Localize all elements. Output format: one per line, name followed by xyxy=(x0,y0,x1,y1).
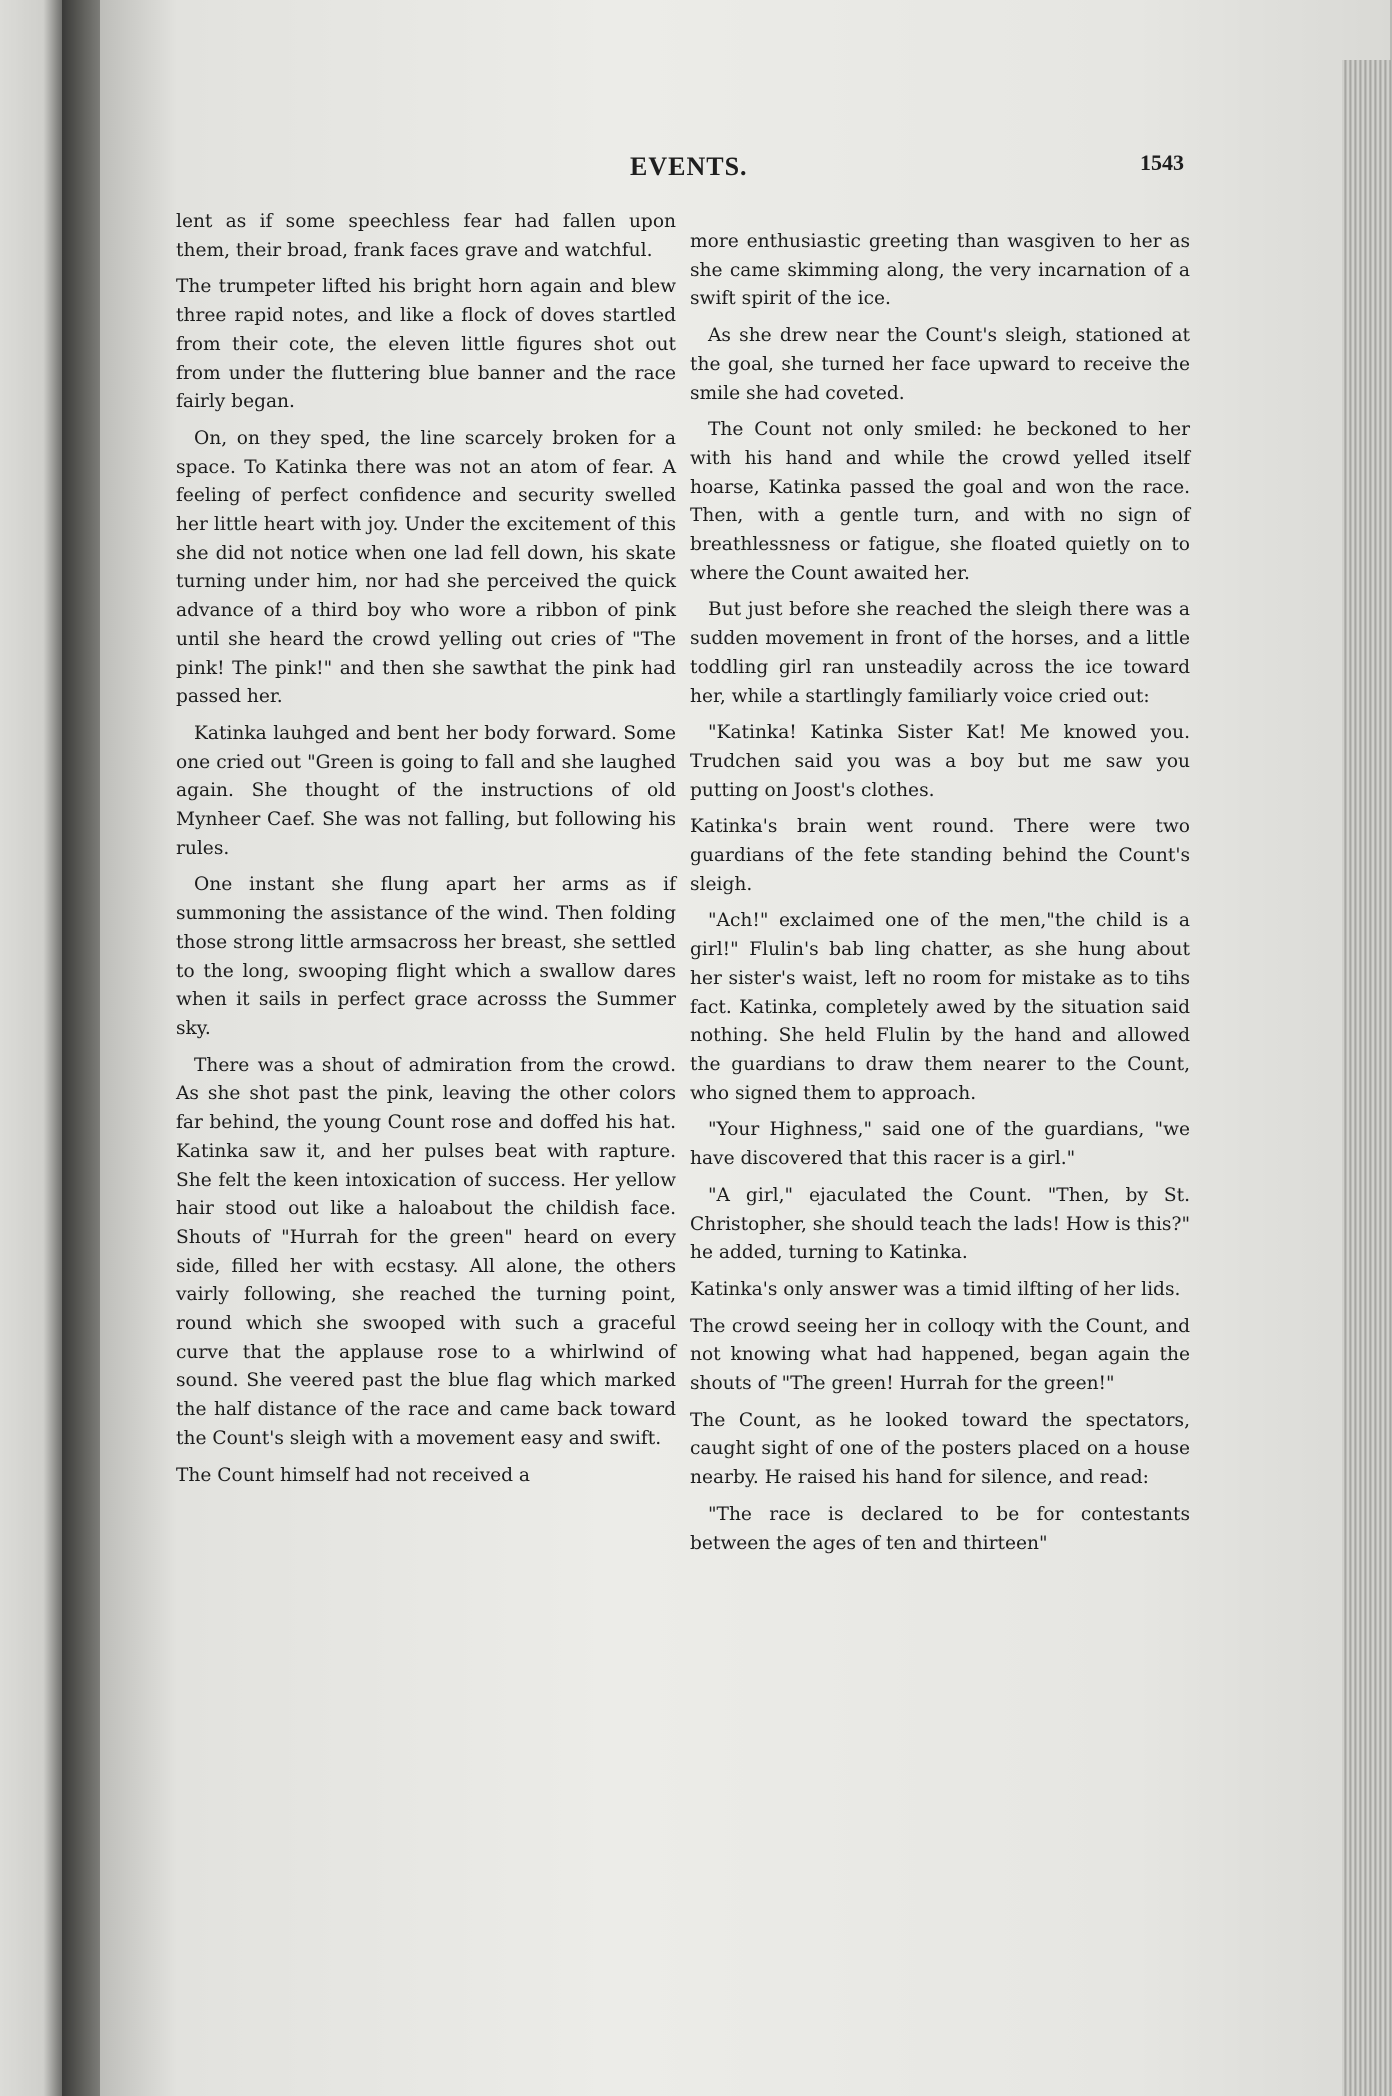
paragraph: As she drew near the Count's sleigh, stationed at the goal, she turned her face upward to receive the smile she had coveted. xyxy=(690,325,1190,404)
right-column xyxy=(690,228,1190,1566)
previous-page-edge xyxy=(0,0,62,2096)
paragraph: The Count himself had not received a xyxy=(176,1464,530,1486)
page-header xyxy=(0,148,1392,188)
paragraph: more enthusiastic greeting than wasgiven to her as she came skimming along, the very incarnation of a swift spirit of the ice. xyxy=(690,231,1190,310)
paragraph: The crowd seeing her in colloqy with the Count, and not knowing what had happened, began again the shouts of "The green! Hurrah for the green!" xyxy=(690,1315,1190,1395)
paragraph: The trumpeter lifted his bright horn again and blew three rapid notes, and like a flock of doves startled from their cote, the eleven little figures shot out from under the fluttering blue banner and the race fairly began. xyxy=(176,276,676,413)
page-number: 1543 xyxy=(1140,150,1184,175)
paragraph: Katinka's brain went round. There were two guardians of the fete standing behind the Count's sleigh. xyxy=(690,816,1190,895)
running-title: EVENTS. xyxy=(630,152,748,181)
paragraph: But just before she reached the sleigh there was a sudden movement in front of the horses, and a little toddling girl ran unsteadily across the ice toward her, while a startlingly familiarly voice cried out: xyxy=(690,599,1190,707)
paragraph: The Count not only smiled: he beckoned to her with his hand and while the crowd yelled itself hoarse, Katinka passed the goal and won the race. Then, with a gentle turn, and with no sign of breathlessness or fatigue, she floated quietly on to where the Count awaited her. xyxy=(690,419,1190,584)
paragraph: One instant she flung apart her arms as if summoning the assistance of the wind. Then folding those strong little armsacross her breast, she settled to the long, swooping flight which a swallow dares when it sails in perfect grace acrosss the Summer sky. xyxy=(176,874,676,1039)
paragraph: There was a shout of admiration from the crowd. As she shot past the pink, leaving the other colors far behind, the young Count rose and doffed his hat. Katinka saw it, and her pulses beat with rapture. She felt the keen intoxication of success. Her yellow hair stood out like a haloabout the childish face. Shouts of "Hurrah for the green" heard on every side, filled her with ecstasy. All alone, the others vairly following, she reached the turning point, round which she swooped with such a graceful curve that the applause rose to a whirlwind of sound. She veered past the blue flag which marked the half distance of the race and came back toward the Count's sleigh with a movement easy and swift. xyxy=(176,1054,676,1449)
paragraph: "Ach!" exclaimed one of the men,"the child is a girl!" Flulin's bab ling chatter, as she hung about her sister's waist, left no room for mistake as to tihs fact. Katinka, completely awed by the situation said nothing. She held Flulin by the hand and allowed the guardians to draw them nearer to the Count, who signed them to approach. xyxy=(690,910,1190,1104)
paragraph: "The race is declared to be for contestants between the ages of ten and thirteen" xyxy=(690,1503,1190,1554)
paragraph: The Count, as he looked toward the spectators, caught sight of one of the posters placed on a house nearby. He raised his hand for silence, and read: xyxy=(690,1409,1190,1489)
paragraph: Katinka's only answer was a timid ilfting of her lids. xyxy=(690,1278,1181,1300)
page-stack-edges xyxy=(1342,60,1392,2096)
paragraph: Katinka lauhged and bent her body forward. Some one cried out "Green is going to fall and she laughed again. She thought of the instructions of old Mynheer Caef. She was not falling, but following his rules. xyxy=(176,722,676,859)
paragraph: lent as if some speechless fear had fallen upon them, their broad, frank faces grave and watchful. xyxy=(176,211,676,261)
left-column xyxy=(176,208,676,1498)
paragraph: "A girl," ejaculated the Count. "Then, by St. Christopher, she should teach the lads! How is this?" he added, turning to Katinka. xyxy=(690,1184,1190,1264)
paragraph: "Katinka! Katinka Sister Kat! Me knowed you. Trudchen said you was a boy but me saw you putting on Joost's clothes. xyxy=(690,722,1190,801)
paragraph: On, on they sped, the line scarcely broken for a space. To Katinka there was not an atom of fear. A feeling of perfect confidence and security swelled her little heart with joy. Under the excitement of this she did not notice when one lad fell down, his skate turning under him, nor had she perceived the quick advance of a third boy who wore a ribbon of pink until she heard the crowd yelling out cries of "The pink! The pink!" and then she sawthat the pink had passed her. xyxy=(176,427,676,708)
paragraph: "Your Highness," said one of the guardians, "we have discovered that this racer is a girl." xyxy=(690,1119,1190,1170)
